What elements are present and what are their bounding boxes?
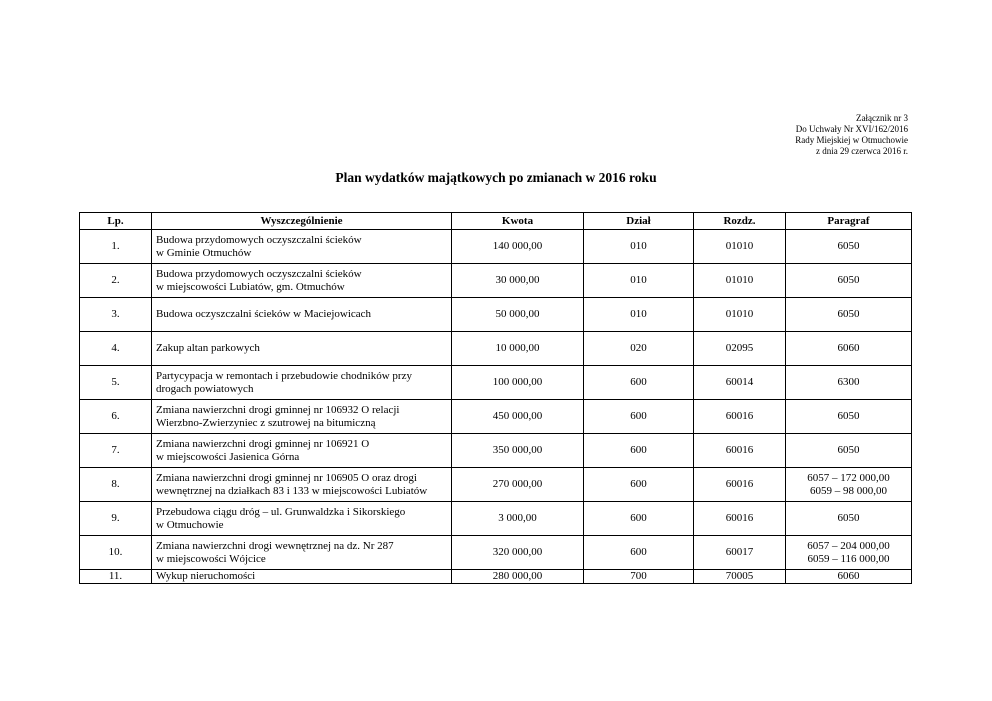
cell-paragraph (786, 536, 912, 570)
description-line: Zmiana nawierzchni drogi gminnej nr 106932 O relacji (156, 404, 400, 416)
cell-division: 600 (584, 536, 694, 570)
cell-division: 600 (584, 366, 694, 400)
description-line: Zakup altan parkowych (156, 342, 260, 355)
cell-description (152, 332, 452, 366)
paragraph-line: 6050 (837, 512, 860, 525)
cell-chapter: 60016 (694, 502, 786, 536)
paragraph-line: 6300 (837, 376, 860, 389)
cell-amount: 320 000,00 (452, 536, 584, 570)
cell-lp: 2. (80, 264, 152, 298)
cell-paragraph (786, 400, 912, 434)
document-title: Plan wydatków majątkowych po zmianach w 2016 roku (335, 170, 657, 185)
header-chapter: Rozdz. (694, 213, 786, 230)
table-row (80, 366, 912, 400)
description-line: Wykup nieruchomości (156, 570, 256, 583)
cell-description (152, 230, 452, 264)
description-line: wewnętrznej na działkach 83 i 133 w miejscowości Lubiatów (156, 484, 428, 497)
cell-lp: 7. (80, 434, 152, 468)
paragraph-line: 6050 (837, 410, 860, 423)
cell-amount: 10 000,00 (452, 332, 584, 366)
cell-amount: 350 000,00 (452, 434, 584, 468)
cell-paragraph (786, 264, 912, 298)
table-body (80, 230, 912, 584)
cell-lp: 11. (80, 570, 152, 584)
description-line: Partycypacja w remontach i przebudowie chodników przy (156, 370, 412, 382)
cell-amount: 450 000,00 (452, 400, 584, 434)
table-row (80, 400, 912, 434)
cell-description (152, 468, 452, 502)
cell-description (152, 400, 452, 434)
cell-chapter: 60016 (694, 468, 786, 502)
cell-amount: 280 000,00 (452, 570, 584, 584)
cell-paragraph (786, 366, 912, 400)
header-description: Wyszczególnienie (152, 213, 452, 230)
cell-division: 010 (584, 298, 694, 332)
cell-chapter: 60016 (694, 400, 786, 434)
cell-division: 600 (584, 468, 694, 502)
cell-amount: 50 000,00 (452, 298, 584, 332)
cell-chapter: 70005 (694, 570, 786, 584)
table-row (80, 468, 912, 502)
cell-paragraph (786, 468, 912, 502)
cell-chapter: 01010 (694, 230, 786, 264)
paragraph-line: 6050 (837, 240, 860, 253)
cell-lp: 8. (80, 468, 152, 502)
description-line: w Otmuchowie (156, 518, 224, 531)
header-division: Dział (584, 213, 694, 230)
cell-division: 010 (584, 264, 694, 298)
cell-division: 600 (584, 400, 694, 434)
description-line: drogach powiatowych (156, 382, 254, 395)
resolution-number: Do Uchwały Nr XVI/162/2016 (795, 124, 908, 134)
cell-lp: 4. (80, 332, 152, 366)
paragraph-line: 6057 – 204 000,00 (807, 540, 890, 552)
cell-chapter: 60017 (694, 536, 786, 570)
cell-description (152, 264, 452, 298)
cell-chapter: 01010 (694, 264, 786, 298)
description-line: Budowa przydomowych oczyszczalni ścieków (156, 234, 362, 246)
cell-lp: 3. (80, 298, 152, 332)
cell-lp: 6. (80, 400, 152, 434)
cell-paragraph (786, 570, 912, 584)
cell-amount: 270 000,00 (452, 468, 584, 502)
cell-paragraph (786, 332, 912, 366)
cell-description (152, 536, 452, 570)
table-row (80, 434, 912, 468)
cell-chapter: 01010 (694, 298, 786, 332)
description-line: w miejscowości Jasienica Górna (156, 450, 300, 463)
paragraph-line: 6050 (837, 274, 860, 287)
attachment-number: Załącznik nr 3 (856, 113, 908, 123)
cell-paragraph (786, 502, 912, 536)
description-line: Zmiana nawierzchni drogi gminnej nr 106905 O oraz drogi (156, 472, 417, 484)
cell-chapter: 02095 (694, 332, 786, 366)
description-line: w Gminie Otmuchów (156, 246, 252, 259)
cell-lp: 10. (80, 536, 152, 570)
cell-paragraph (786, 230, 912, 264)
cell-division: 600 (584, 434, 694, 468)
cell-division: 600 (584, 502, 694, 536)
cell-lp: 1. (80, 230, 152, 264)
table-row (80, 264, 912, 298)
paragraph-line: 6059 – 116 000,00 (807, 552, 890, 565)
description-line: w miejscowości Wójcice (156, 552, 266, 565)
cell-division: 020 (584, 332, 694, 366)
header-lp: Lp. (80, 213, 152, 230)
cell-division: 010 (584, 230, 694, 264)
header-amount: Kwota (452, 213, 584, 230)
description-line: w miejscowości Lubiatów, gm. Otmuchów (156, 280, 345, 293)
council-name: Rady Miejskiej w Otmuchowie (795, 135, 908, 145)
table-header-row (80, 213, 912, 230)
cell-chapter: 60016 (694, 434, 786, 468)
cell-lp: 9. (80, 502, 152, 536)
paragraph-line: 6057 – 172 000,00 (807, 472, 890, 484)
table-row (80, 570, 912, 584)
paragraph-line: 6060 (837, 342, 860, 355)
cell-description (152, 502, 452, 536)
table-row (80, 298, 912, 332)
description-line: Zmiana nawierzchni drogi wewnętrznej na dz. Nr 287 (156, 540, 394, 552)
description-line: Przebudowa ciągu dróg – ul. Grunwaldzka i Sikorskiego (156, 506, 406, 518)
paragraph-line: 6050 (837, 444, 860, 457)
cell-description (152, 434, 452, 468)
cell-paragraph (786, 434, 912, 468)
expenditure-table (79, 212, 912, 584)
cell-division: 700 (584, 570, 694, 584)
cell-description (152, 366, 452, 400)
table-row (80, 536, 912, 570)
table-row (80, 230, 912, 264)
paragraph-line: 6050 (837, 308, 860, 321)
cell-amount: 100 000,00 (452, 366, 584, 400)
cell-description (152, 298, 452, 332)
cell-paragraph (786, 298, 912, 332)
paragraph-line: 6060 (837, 570, 860, 583)
header-paragraph: Paragraf (786, 213, 912, 230)
cell-amount: 140 000,00 (452, 230, 584, 264)
description-line: Budowa oczyszczalni ścieków w Maciejowicach (156, 308, 372, 321)
cell-description (152, 570, 452, 584)
description-line: Wierzbno-Zwierzyniec z szutrowej na bitumiczną (156, 416, 376, 429)
cell-amount: 30 000,00 (452, 264, 584, 298)
table-row (80, 502, 912, 536)
resolution-date: z dnia 29 czerwca 2016 r. (816, 146, 908, 156)
description-line: Budowa przydomowych oczyszczalni ścieków (156, 268, 362, 280)
cell-chapter: 60014 (694, 366, 786, 400)
attachment-note (795, 113, 908, 157)
cell-amount: 3 000,00 (452, 502, 584, 536)
description-line: Zmiana nawierzchni drogi gminnej nr 106921 O (156, 438, 370, 450)
paragraph-line: 6059 – 98 000,00 (810, 484, 887, 497)
cell-lp: 5. (80, 366, 152, 400)
table-row (80, 332, 912, 366)
